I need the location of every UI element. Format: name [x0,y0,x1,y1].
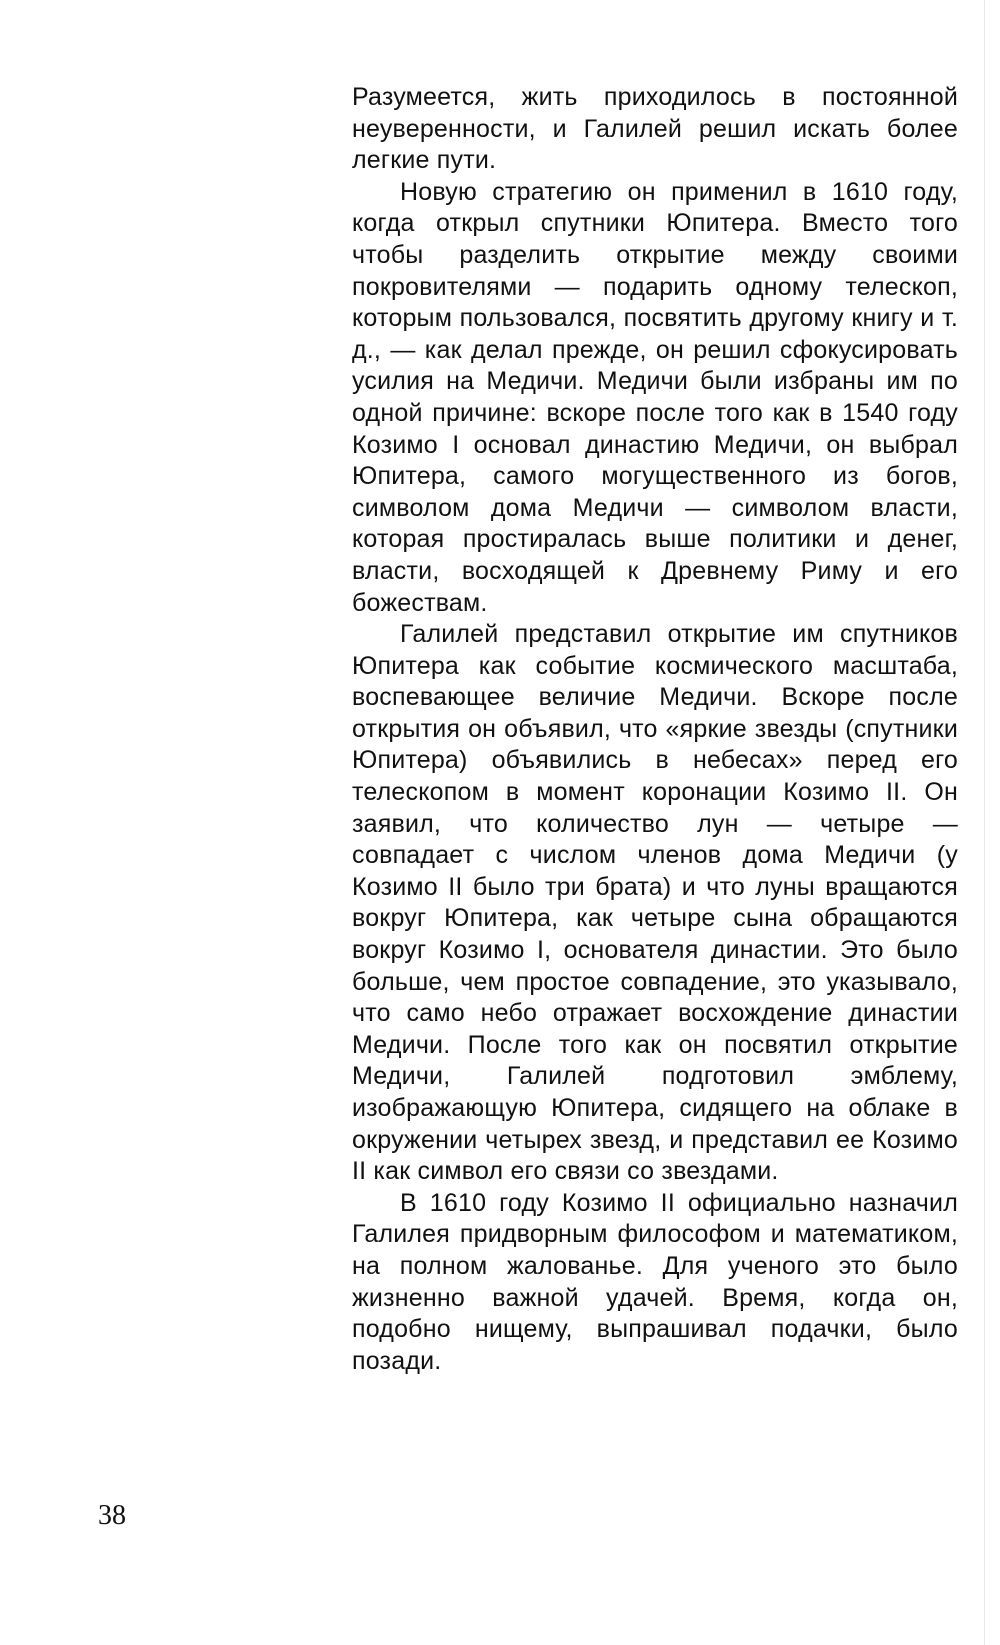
page-number: 38 [98,1500,126,1531]
page-edge [984,0,985,1645]
body-text [352,82,958,1377]
paragraph-2: Новую стратегию он применил в 1610 году, когда открыл спутники Юпитера. Вместо того чтобы разделить открытие между своими покровителями — подарить одному телескоп, которым пользовался, посвятить другому книгу и т. д., — как делал прежде, он решил сфокусировать усилия на Медичи. Медичи были избраны им по одной причине: вскоре после того как в 1540 году Козимо I основал династию Медичи, он выбрал Юпитера, самого могущественного из богов, символом дома Медичи — символом власти, которая простиралась выше политики и денег, власти, восходящей к Древнему Риму и его божествам. [352,177,958,617]
paragraph-4: В 1610 году Козимо II официально назначил Галилея придворным философом и математиком, на полном жалованье. Для ученого это было жизненно важной удачей. Время, когда он, подобно нищему, выпрашивал подачки, было позади. [352,1188,958,1375]
paragraph-3: Галилей представил открытие им спутников Юпитера как событие космического масштаба, воспевающее величие Медичи. Вскоре после открытия он объявил, что «яркие звезды (спутники Юпитера) объявились в небесах» перед его телескопом в момент коронации Козимо II. Он заявил, что количество лун — четыре — совпадает с числом членов дома Медичи (у Козимо II было три брата) и что луны вращаются вокруг Юпитера, как четыре сына обращаются вокруг Козимо I, основателя династии. Это было больше, чем простое совпадение, это указывало, что само небо отражает восхождение династии Медичи. После того как он посвятил открытие Медичи, Галилей подготовил эмблему, изображающую Юпитера, сидящего на облаке в окружении четырех звезд, и представил ее Козимо II как символ его связи со звездами. [352,620,958,1186]
paragraph-1: Разумеется, жить приходилось в постоянной неуверенности, и Галилей решил искать более легкие пути. [352,83,958,175]
